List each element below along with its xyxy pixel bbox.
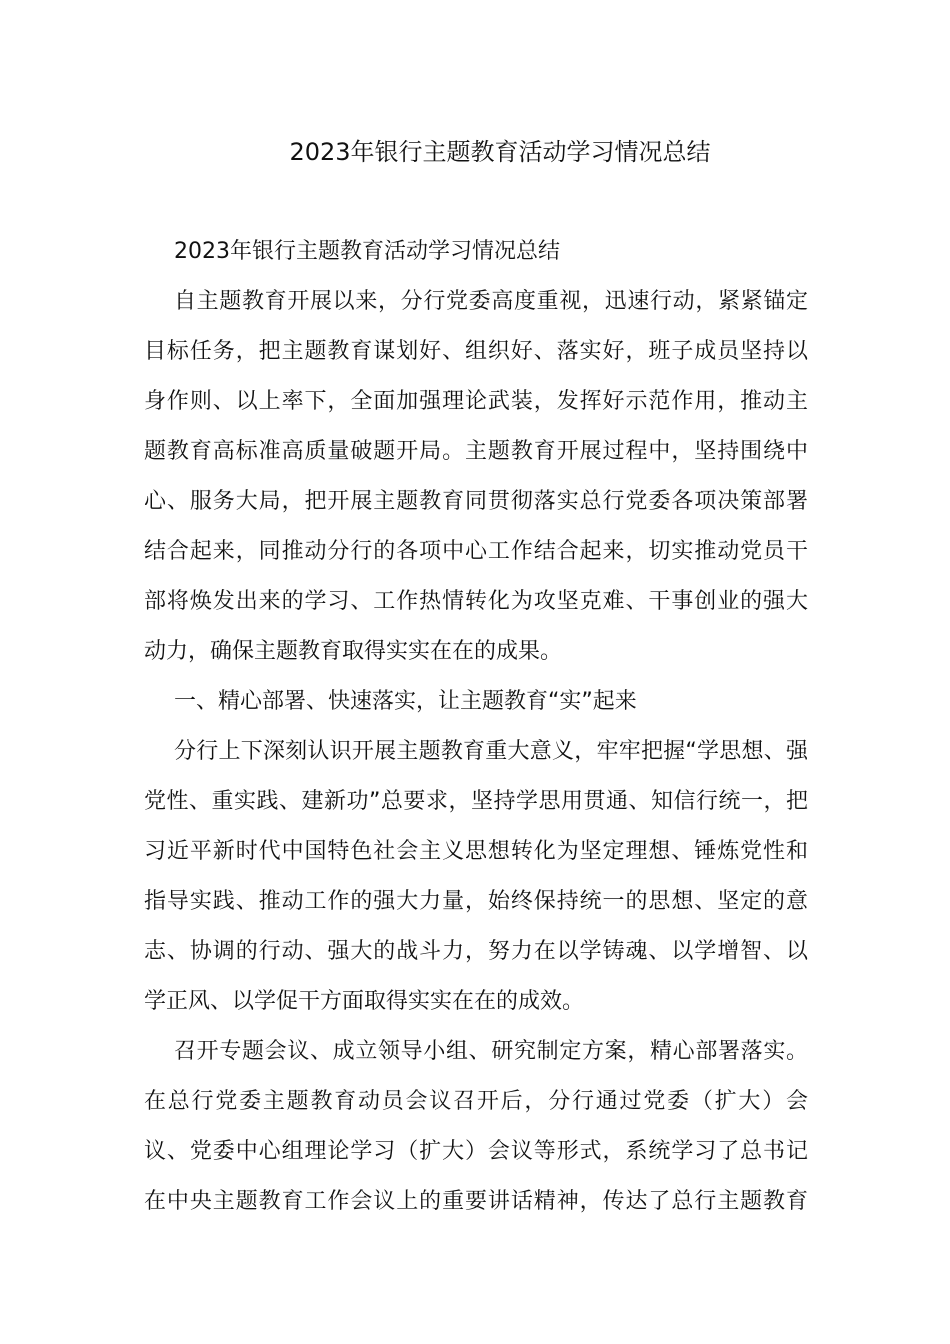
- paragraph-line: 分行上下深刻认识开展主题教育重大意义，牢牢把握“学思想、强: [174, 739, 808, 764]
- paragraph-line: 动力，确保主题教育取得实实在在的成果。: [144, 639, 563, 664]
- paragraph-line: 部将焕发出来的学习、工作热情转化为攻坚克难、干事创业的强大: [144, 589, 808, 614]
- section-heading: 一、精心部署、快速落实，让主题教育“实”起来: [174, 689, 637, 714]
- paragraph-subtitle: 2023年银行主题教育活动学习情况总结: [174, 239, 560, 264]
- paragraph-line: 召开专题会议、成立领导小组、研究制定方案，精心部署落实。: [174, 1039, 808, 1064]
- paragraph-line: 在总行党委主题教育动员会议召开后，分行通过党委（扩大）会: [144, 1089, 808, 1114]
- document-body: [144, 227, 808, 1227]
- paragraph-line: 结合起来，同推动分行的各项中心工作结合起来，切实推动党员干: [144, 539, 808, 564]
- paragraph-line: 题教育高标准高质量破题开局。主题教育开展过程中，坚持围绕中: [144, 439, 808, 464]
- paragraph-line: 习近平新时代中国特色社会主义思想转化为坚定理想、锤炼党性和: [144, 839, 808, 864]
- paragraph-line: 指导实践、推动工作的强大力量，始终保持统一的思想、坚定的意: [144, 889, 808, 914]
- document-title: 2023年银行主题教育活动学习情况总结: [289, 138, 711, 166]
- paragraph-line: 目标任务，把主题教育谋划好、组织好、落实好，班子成员坚持以: [144, 339, 808, 364]
- paragraph-line: 心、服务大局，把开展主题教育同贯彻落实总行党委各项决策部署: [144, 489, 808, 514]
- paragraph-line: 党性、重实践、建新功”总要求，坚持学思用贯通、知信行统一，把: [144, 789, 808, 814]
- paragraph-line: 身作则、以上率下，全面加强理论武装，发挥好示范作用，推动主: [144, 389, 808, 414]
- paragraph-line: 学正风、以学促干方面取得实实在在的成效。: [144, 989, 585, 1014]
- paragraph-line: 志、协调的行动、强大的战斗力，努力在以学铸魂、以学增智、以: [144, 939, 808, 964]
- paragraph-line: 自主题教育开展以来，分行党委高度重视，迅速行动，紧紧锚定: [174, 289, 808, 314]
- paragraph-line: 在中央主题教育工作会议上的重要讲话精神，传达了总行主题教育: [144, 1189, 808, 1214]
- paragraph-line: 议、党委中心组理论学习（扩大）会议等形式，系统学习了总书记: [144, 1139, 808, 1164]
